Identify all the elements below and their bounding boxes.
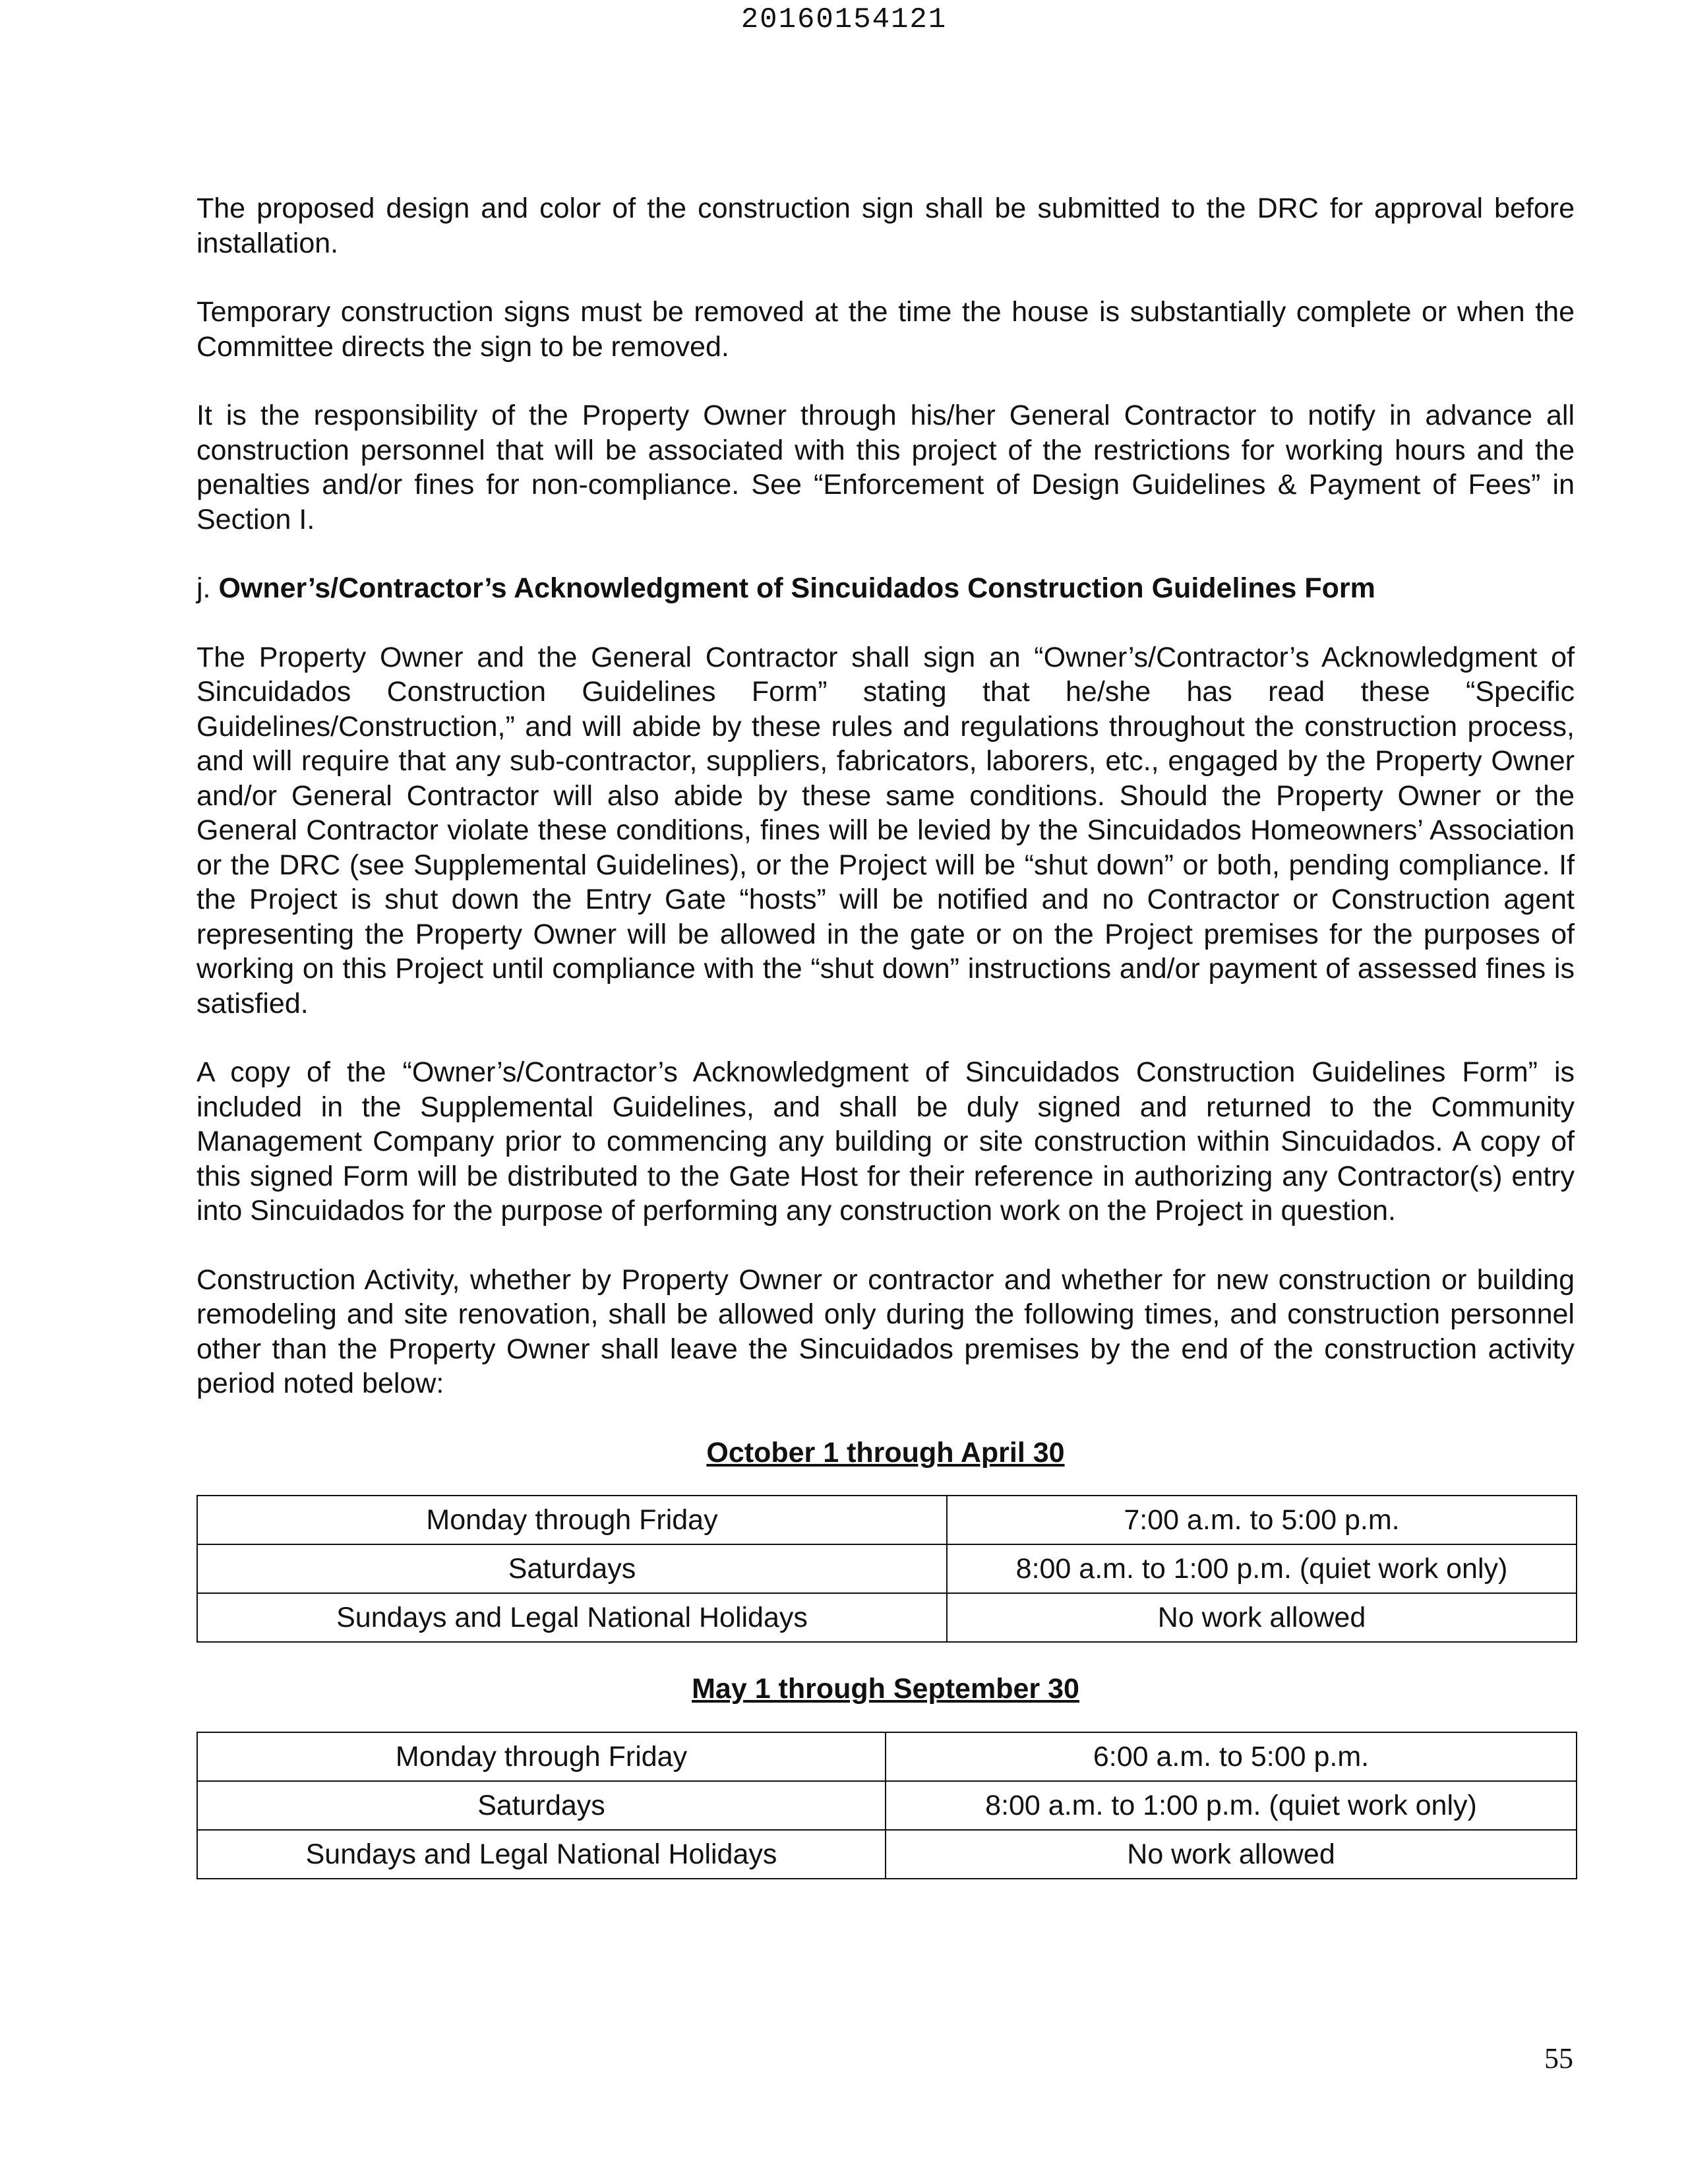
document-number: 20160154121 (740, 3, 948, 36)
schedule-days-cell: Sundays and Legal National Holidays (197, 1593, 947, 1642)
schedule-days-cell: Monday through Friday (197, 1732, 886, 1781)
paragraph-form-copy: A copy of the “Owner’s/Contractor’s Acknowledgment of Sincuidados Construction Guidelines Form” is included in the Supplemental Guidelines, and shall be duly signed and returned to the Community Management Company prior to commencing any building or site construction within Sincuidados. A copy of this signed Form will be distributed to the Gate Host for their reference in authorizing any Contractor(s) entry into Sincuidados for the purpose of performing any construction work on the Project in question. (196, 1056, 1575, 1227)
schedule-days-cell: Saturdays (197, 1781, 886, 1830)
schedule-hours-cell: No work allowed (947, 1593, 1577, 1642)
table-row (197, 1544, 1577, 1593)
page-content (196, 191, 1575, 1879)
page-number: 55 (1544, 2042, 1573, 2075)
schedule-days-cell: Sundays and Legal National Holidays (197, 1830, 886, 1879)
schedule-table-winter (196, 1495, 1577, 1643)
paragraph-responsibility: It is the responsibility of the Property Owner through his/her General Contractor to notify in advance all construction personnel that will be associated with this project of the restrictions for working hours and the penalties and/or fines for non-compliance. See “Enforcement of Design Guidelines & Payment of Fees” in Section I. (196, 400, 1575, 535)
paragraph-sign-design: The proposed design and color of the construction sign shall be submitted to the DRC for approval before installation. (196, 193, 1575, 259)
table-row (197, 1781, 1577, 1830)
schedule-hours-cell: 7:00 a.m. to 5:00 p.m. (947, 1496, 1577, 1544)
section-letter: j. (196, 572, 211, 604)
schedule-hours-cell: 8:00 a.m. to 1:00 p.m. (quiet work only) (947, 1544, 1577, 1593)
table-row (197, 1593, 1577, 1642)
schedule-hours-cell: 8:00 a.m. to 1:00 p.m. (quiet work only) (886, 1781, 1577, 1830)
paragraph-acknowledgment: The Property Owner and the General Contractor shall sign an “Owner’s/Contractor’s Acknowledgment of Sincuidados Construction Guidelines Form” stating that he/she has read these “Specific Guidelines/Construction,” and will abide by these rules and regulations throughout the construction process, and will require that any sub-contractor, suppliers, fabricators, laborers, etc., engaged by the Property Owner and/or General Contractor will also abide by these same conditions. Should the Property Owner or the General Contractor violate these conditions, fines will be levied by the Sincuidados Homeowners’ Association or the DRC (see Supplemental Guidelines), or the Project will be “shut down” or both, pending compliance. If the Project is shut down the Entry Gate “hosts” will be notified and no Contractor or Construction agent representing the Property Owner will be allowed in the gate or on the Project premises for the purposes of working on this Project until compliance with the “shut down” instructions and/or payment of assessed fines is satisfied. (196, 641, 1575, 1019)
schedule-table-summer (196, 1732, 1577, 1879)
schedule-hours-cell: 6:00 a.m. to 5:00 p.m. (886, 1732, 1577, 1781)
schedule-title-winter: October 1 through April 30 (706, 1436, 1065, 1469)
schedule-hours-cell: No work allowed (886, 1830, 1577, 1879)
table-row (197, 1496, 1577, 1544)
paragraph-construction-activity: Construction Activity, whether by Property Owner or contractor and whether for new construction or building remodeling and site renovation, shall be allowed only during the following times, and construction personnel other than the Property Owner shall leave the Sincuidados premises by the end of the construction activity period noted below: (196, 1263, 1575, 1399)
table-row (197, 1732, 1577, 1781)
section-heading (196, 571, 1575, 606)
schedule-days-cell: Monday through Friday (197, 1496, 947, 1544)
section-title: Owner’s/Contractor’s Acknowledgment of Sincuidados Construction Guidelines Form (218, 572, 1375, 604)
schedule-days-cell: Saturdays (197, 1544, 947, 1593)
paragraph-sign-removal: Temporary construction signs must be removed at the time the house is substantially complete or when the Committee directs the sign to be removed. (196, 296, 1575, 363)
schedule-title-summer: May 1 through September 30 (692, 1673, 1079, 1705)
table-row (197, 1830, 1577, 1879)
